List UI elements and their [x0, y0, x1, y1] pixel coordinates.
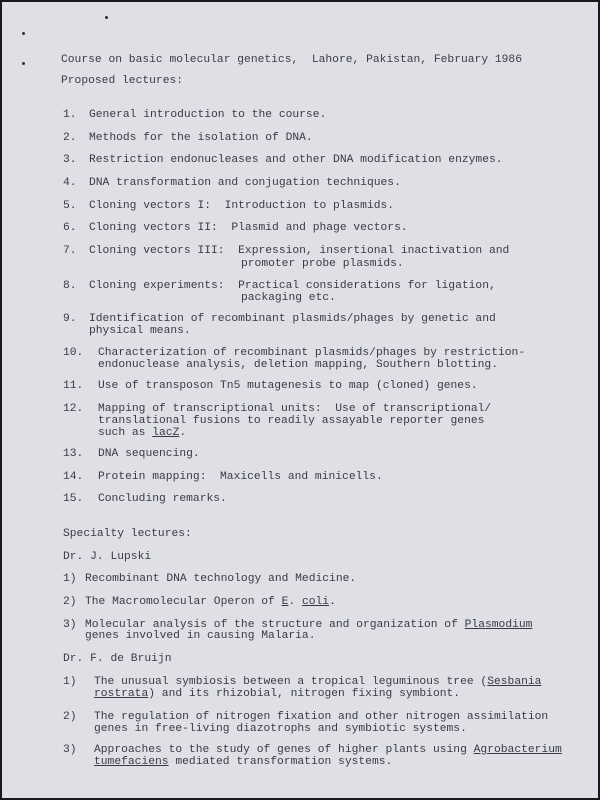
- text: .: [179, 427, 187, 439]
- lecture-text: General introduction to the course.: [89, 109, 327, 121]
- species-name: tumefaciens: [94, 756, 169, 768]
- specialty-lectures-heading: Specialty lectures:: [63, 528, 192, 540]
- lecture-text: Cloning vectors III: Expression, insertional inactivation and: [89, 245, 510, 257]
- text: such as: [98, 427, 153, 439]
- text: The Macromolecular Operon of: [85, 596, 282, 608]
- lecture-number: 9.: [63, 313, 77, 325]
- talk-text: [94, 688, 460, 701]
- talk-number: 1): [63, 573, 77, 585]
- lecture-text: Cloning experiments: Practical considerations for ligation,: [89, 280, 496, 292]
- lecture-number: 2.: [63, 132, 77, 144]
- talk-text: Recombinant DNA technology and Medicine.: [85, 573, 357, 585]
- lecture-text: Identification of recombinant plasmids/phages by genetic and: [89, 313, 496, 325]
- punch-mark: [22, 62, 25, 65]
- lecture-number: 13.: [63, 448, 84, 460]
- lecture-number: 11.: [63, 380, 84, 392]
- talk-number: 1): [63, 676, 77, 688]
- document-page: [2, 2, 598, 798]
- genus-name: E: [281, 596, 289, 608]
- lecture-text: translational fusions to readily assayable reporter genes: [98, 415, 485, 427]
- genus-name: Sesbania: [487, 676, 542, 688]
- genus-name: Plasmodium: [464, 619, 533, 631]
- lecture-text: Characterization of recombinant plasmids/phages by restriction-: [98, 347, 526, 359]
- lecture-text: Cloning vectors II: Plasmid and phage vectors.: [89, 222, 408, 234]
- lecture-number: 14.: [63, 471, 84, 483]
- speaker-name: Dr. J. Lupski: [63, 551, 152, 563]
- lecture-number: 4.: [63, 177, 77, 189]
- lecture-text: packaging etc.: [241, 292, 336, 304]
- text: Molecular analysis of the structure and organization of: [85, 619, 465, 631]
- lecture-number: 3.: [63, 154, 77, 166]
- lecture-text: physical means.: [89, 325, 191, 337]
- lecture-text: DNA sequencing.: [98, 448, 200, 460]
- lecture-text: Restriction endonucleases and other DNA modification enzymes.: [89, 154, 503, 166]
- lecture-text: Methods for the isolation of DNA.: [89, 132, 313, 144]
- talk-number: 3): [63, 619, 77, 631]
- lecture-number: 7.: [63, 245, 77, 257]
- gene-name: lacZ: [152, 427, 180, 439]
- text: mediated transformation systems.: [168, 756, 393, 768]
- lecture-number: 15.: [63, 493, 84, 505]
- talk-text: The regulation of nitrogen fixation and other nitrogen assimilation: [94, 711, 549, 723]
- lecture-number: 6.: [63, 222, 77, 234]
- genus-name: Agrobacterium: [473, 744, 562, 756]
- talk-text: [94, 756, 392, 769]
- lecture-number: 12.: [63, 403, 84, 415]
- species-name: rostrata: [94, 688, 149, 700]
- speaker-name: Dr. F. de Bruijn: [63, 653, 172, 665]
- text: .: [329, 596, 336, 608]
- text: .: [288, 596, 302, 608]
- lecture-number: 5.: [63, 200, 77, 212]
- lecture-text: Use of transposon Tn5 mutagenesis to map (cloned) genes.: [98, 380, 478, 392]
- lecture-text: Cloning vectors I: Introduction to plasmids.: [89, 200, 395, 212]
- lecture-text: [98, 427, 186, 440]
- talk-text: genes in free-living diazotrophs and symbiotic systems.: [94, 723, 467, 735]
- text: ) and its rhizobial, nitrogen fixing symbiont.: [148, 688, 461, 700]
- lecture-text: DNA transformation and conjugation techniques.: [89, 177, 401, 189]
- punch-mark: [105, 16, 108, 19]
- lecture-number: 1.: [63, 109, 77, 121]
- talk-text: [85, 596, 336, 609]
- talk-text: genes involved in causing Malaria.: [85, 630, 316, 642]
- lecture-text: Protein mapping: Maxicells and minicells.: [98, 471, 383, 483]
- proposed-lectures-heading: Proposed lectures:: [61, 75, 184, 87]
- lecture-number: 10.: [63, 347, 84, 359]
- talk-number: 2): [63, 596, 77, 608]
- text: Approaches to the study of genes of higher plants using: [94, 744, 474, 756]
- document-title: Course on basic molecular genetics, Lahore, Pakistan, February 1986: [61, 54, 522, 66]
- lecture-number: 8.: [63, 280, 77, 292]
- punch-mark: [22, 32, 25, 35]
- lecture-text: Concluding remarks.: [98, 493, 227, 505]
- lecture-text: promoter probe plasmids.: [241, 258, 404, 270]
- talk-number: 3): [63, 744, 77, 756]
- talk-number: 2): [63, 711, 77, 723]
- lecture-text: endonuclease analysis, deletion mapping, Southern blotting.: [98, 359, 498, 371]
- text: The unusual symbiosis between a tropical leguminous tree (: [94, 676, 488, 688]
- lecture-text: Mapping of transcriptional units: Use of transcriptional/: [98, 403, 492, 415]
- species-name: coli: [301, 596, 330, 608]
